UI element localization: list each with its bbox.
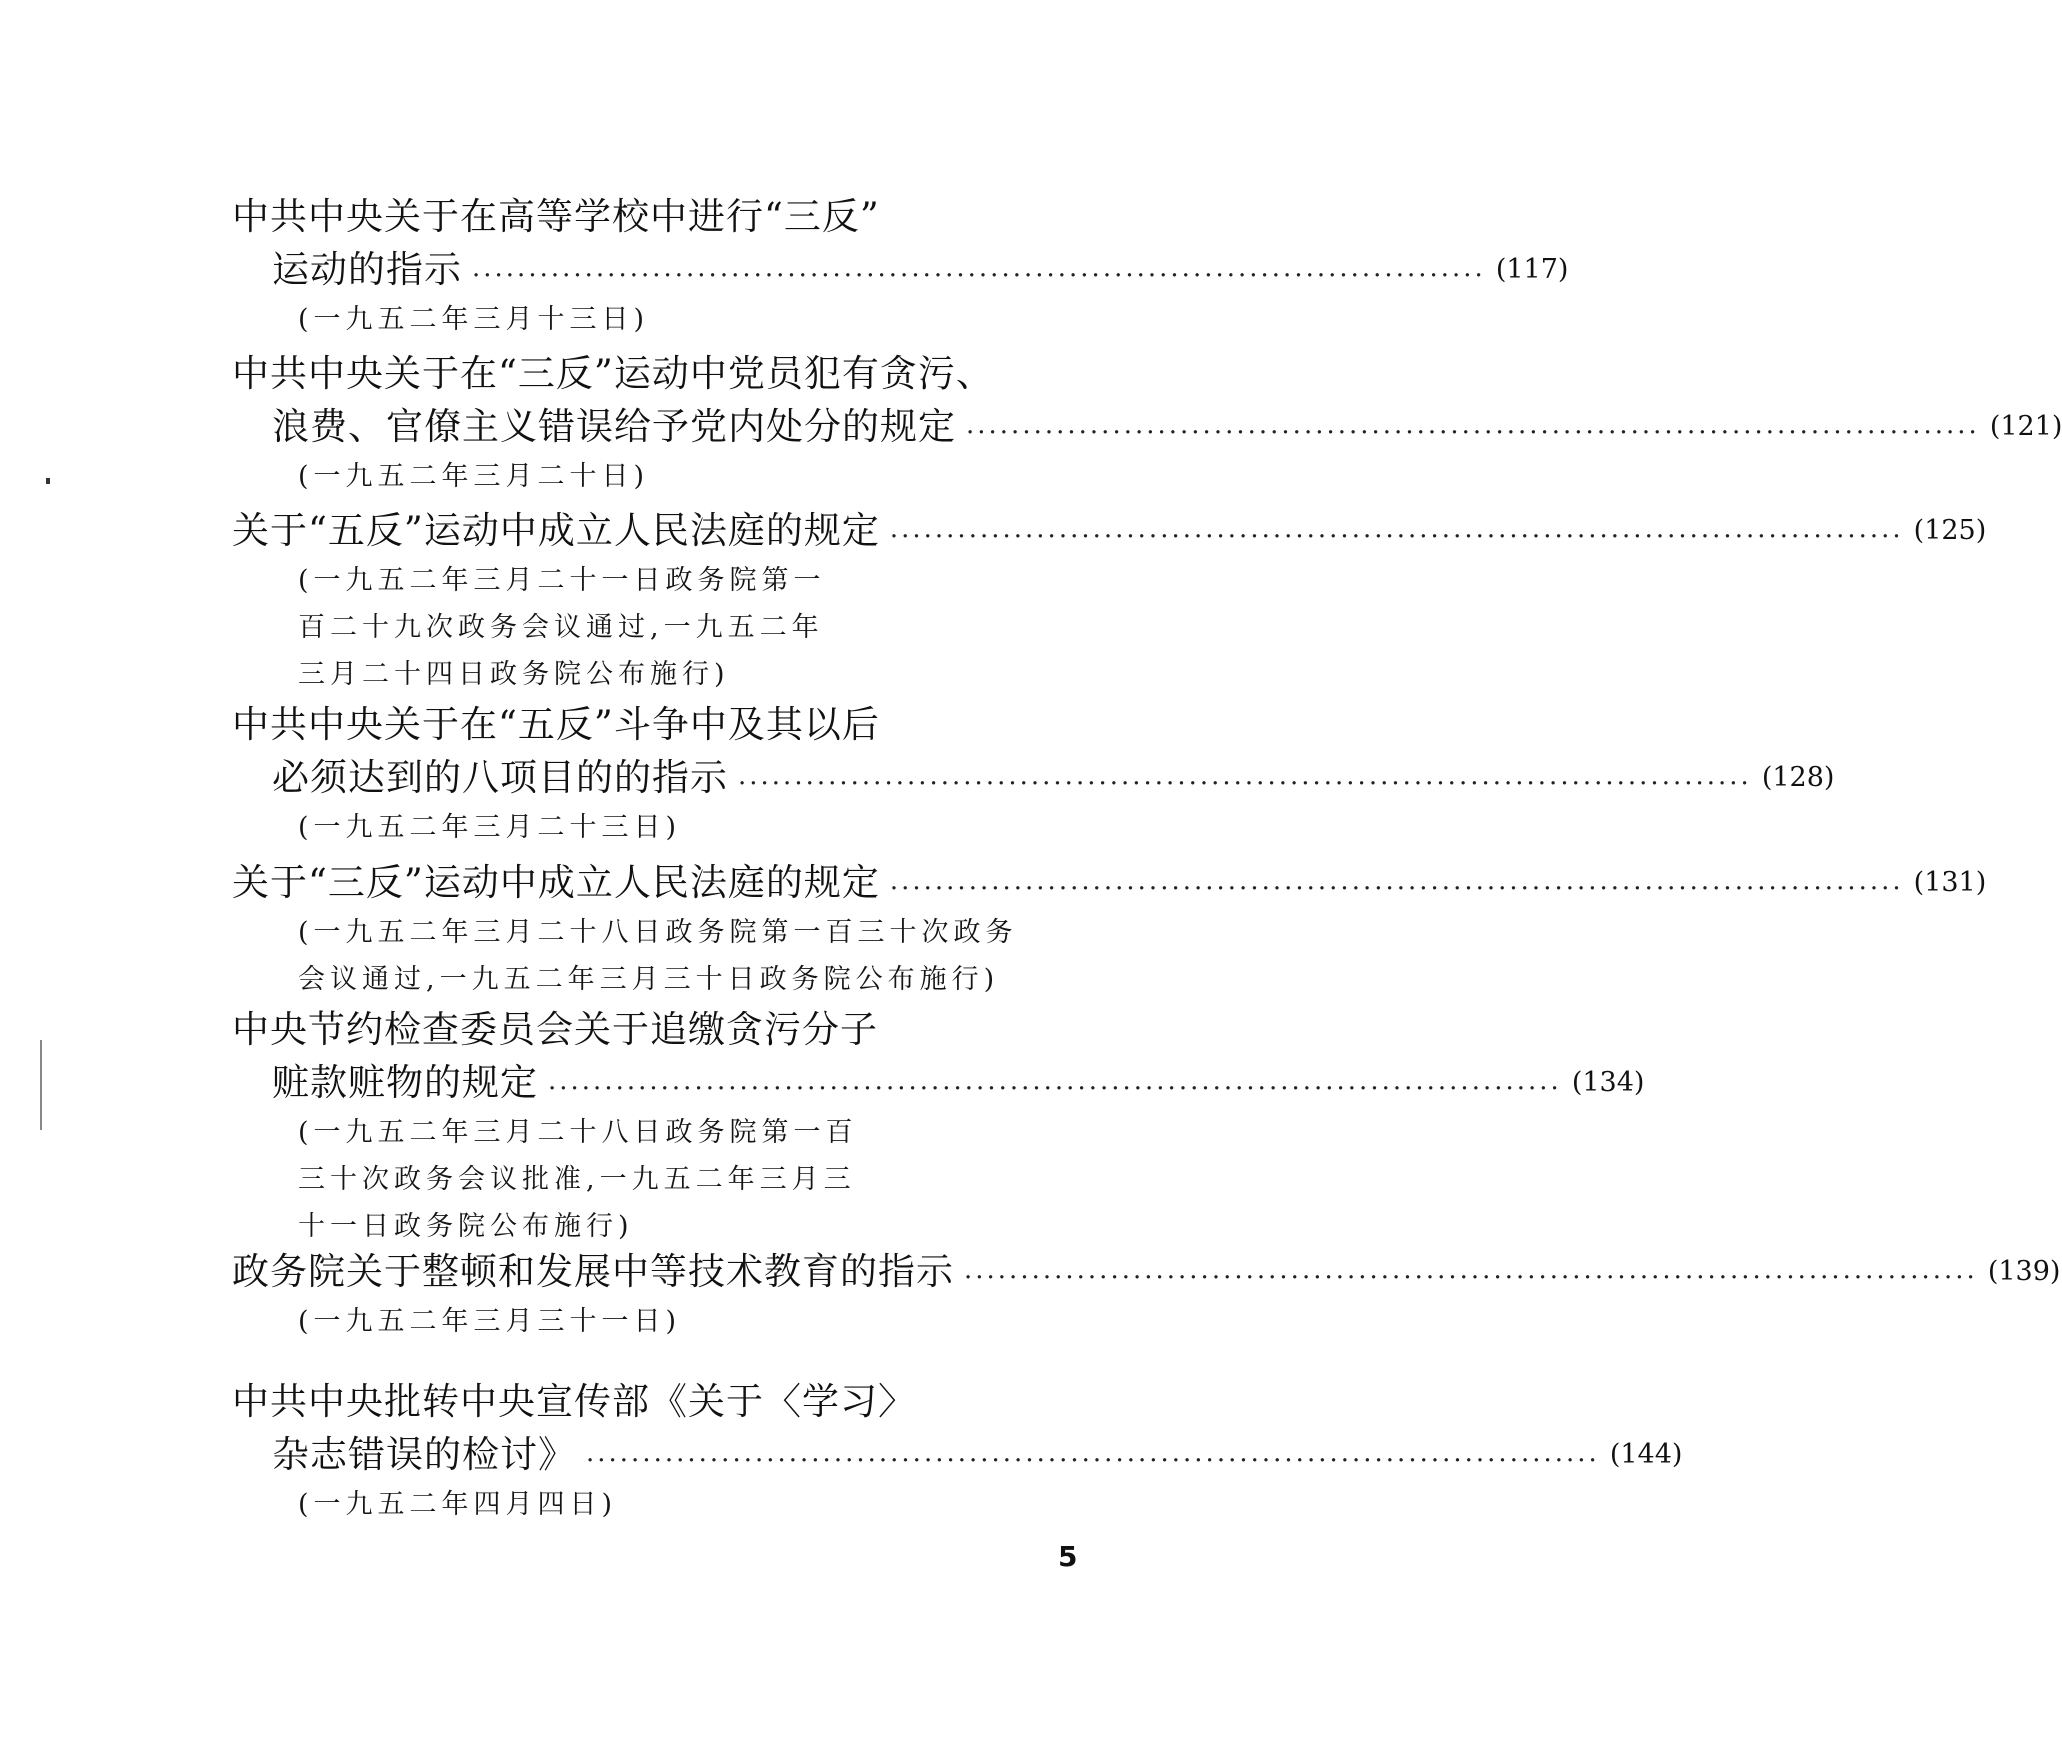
entry-title-line: 赃款赃物的规定	[272, 1061, 538, 1104]
entry-page-number: (121)	[1989, 411, 2062, 442]
entry-title-line: 政务院关于整顿和发展中等技术教育的指示	[232, 1250, 954, 1293]
toc-row[interactable]	[232, 504, 1987, 557]
entry-date-note: 会议通过,一九五二年三月三十日政务院公布施行)	[298, 964, 1000, 995]
dot-leader: ··························································································	[966, 418, 1980, 448]
entry-title-line: 中共中央关于在高等学校中进行“三反”	[232, 195, 880, 238]
entry-date-note: (一九五二年三月三十一日)	[298, 1306, 682, 1337]
entry-page-number: (139)	[1987, 1256, 2061, 1287]
entry-date-note: 百二十九次政务会议通过,一九五二年	[298, 612, 824, 643]
entry-title-line: 杂志错误的检讨》	[272, 1433, 576, 1476]
dot-leader: ··························································································	[964, 1263, 1978, 1293]
scan-speck	[40, 1040, 42, 1130]
entry-date-note: (一九五二年三月二十三日)	[298, 812, 682, 843]
entry-title-line: 中共中央关于在“五反”斗争中及其以后	[232, 703, 880, 746]
entry-date-note: (一九五二年三月二十一日政务院第一	[298, 565, 826, 596]
toc-entry	[232, 347, 2062, 500]
entry-date-note: 十一日政务院公布施行)	[298, 1211, 634, 1242]
dot-leader: ··························································································	[889, 522, 1904, 552]
entry-date-note: 三月二十四日政务院公布施行)	[298, 659, 730, 690]
toc-row[interactable]	[232, 1428, 1683, 1481]
toc-row[interactable]	[232, 856, 1987, 909]
entry-date-note: (一九五二年三月十三日)	[298, 304, 650, 335]
dot-leader: ··························································································	[472, 261, 1486, 291]
toc-entry	[232, 698, 1835, 851]
entry-page-number: (117)	[1495, 254, 1569, 285]
toc-entry	[232, 190, 1569, 343]
toc-entry	[232, 1375, 1683, 1528]
entry-date-note: (一九五二年三月二十八日政务院第一百	[298, 1117, 858, 1148]
dot-leader: ··························································································	[889, 874, 1904, 904]
dot-leader: ··························································································	[586, 1446, 1600, 1476]
entry-date-note: (一九五二年三月二十八日政务院第一百三十次政务	[298, 917, 1018, 948]
toc-row[interactable]	[232, 751, 1835, 804]
entry-title-line: 浪费、官僚主义错误给予党内处分的规定	[272, 405, 956, 448]
entry-title-line: 关于“五反”运动中成立人民法庭的规定	[232, 509, 880, 552]
toc-entry	[232, 1245, 2061, 1345]
entry-date-note: (一九五二年四月四日)	[298, 1489, 618, 1520]
toc-entry	[232, 856, 1987, 1003]
dot-leader: ··························································································	[548, 1074, 1562, 1104]
entry-page-number: (128)	[1761, 762, 1835, 793]
scan-speck	[46, 478, 50, 484]
dot-leader: ··························································································	[738, 769, 1752, 799]
entry-title-line: 必须达到的八项目的的指示	[272, 756, 728, 799]
toc-row[interactable]	[232, 400, 2062, 453]
entry-date-note: (一九五二年三月二十日)	[298, 461, 650, 492]
toc-entry	[232, 1003, 1645, 1250]
toc-row[interactable]	[232, 1245, 2061, 1298]
entry-page-number: (134)	[1571, 1067, 1645, 1098]
toc-entry	[232, 504, 1987, 698]
entry-title-line: 运动的指示	[272, 248, 462, 291]
entry-date-note: 三十次政务会议批准,一九五二年三月三	[298, 1164, 856, 1195]
toc-row[interactable]	[232, 243, 1569, 296]
entry-page-number: (125)	[1913, 515, 1987, 546]
entry-title-line: 关于“三反”运动中成立人民法庭的规定	[232, 861, 880, 904]
entry-page-number: (144)	[1609, 1439, 1683, 1470]
entry-page-number: (131)	[1913, 867, 1987, 898]
toc-row[interactable]	[232, 1056, 1645, 1109]
page-number: 5	[1058, 1540, 1078, 1573]
entry-title-line: 中央节约检查委员会关于追缴贪污分子	[232, 1008, 878, 1051]
entry-title-line: 中共中央关于在“三反”运动中党员犯有贪污、	[232, 352, 994, 395]
entry-title-line: 中共中央批转中央宣传部《关于〈学习〉	[232, 1380, 916, 1423]
